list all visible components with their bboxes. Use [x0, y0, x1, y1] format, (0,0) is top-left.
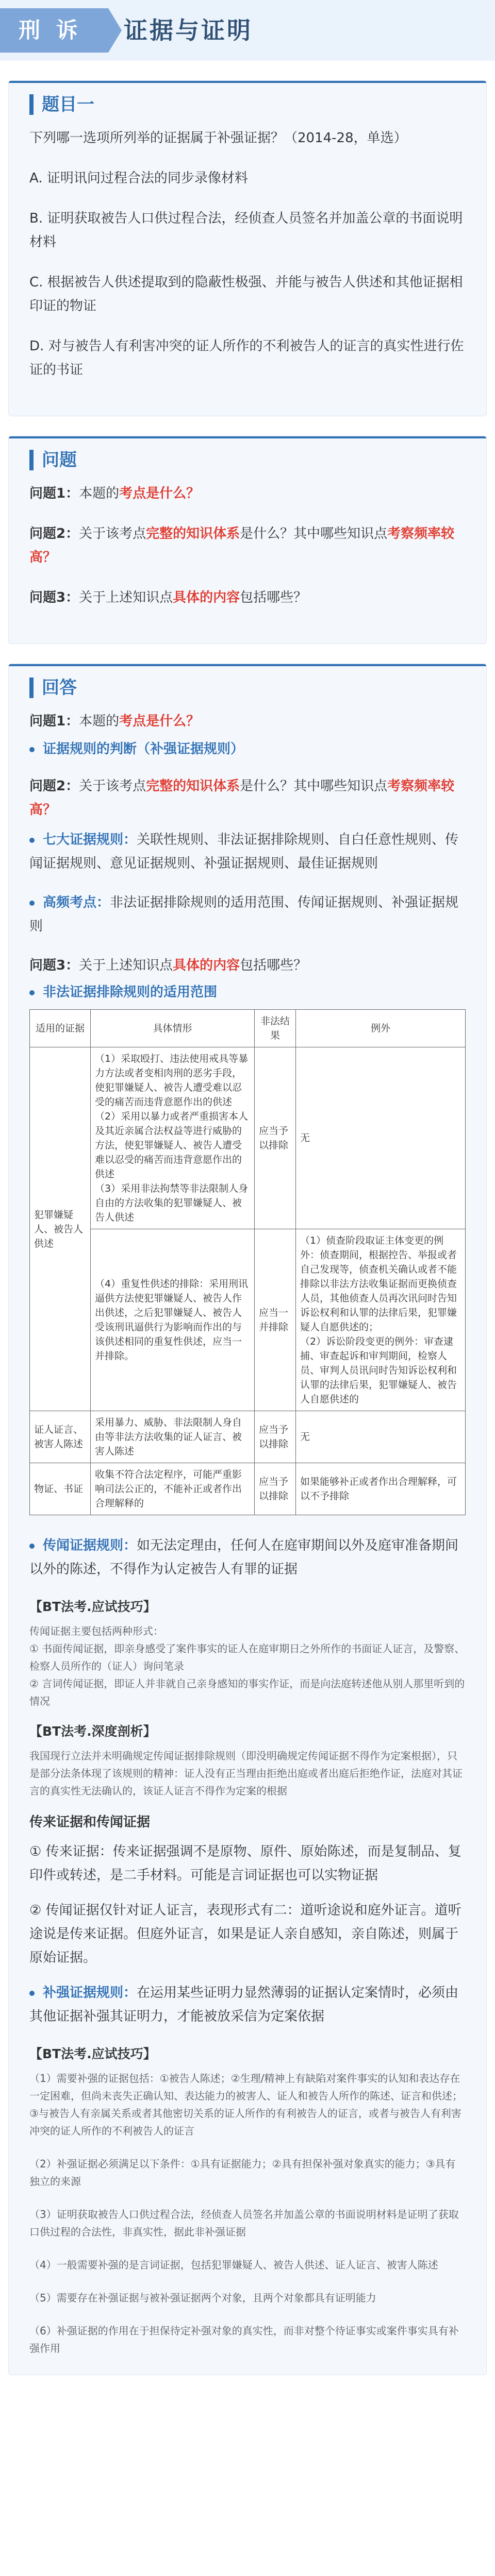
table-cell-exception: 无	[296, 1047, 466, 1229]
hearsay-analysis-body: 我国现行立法并未明确规定传闻证据排除规则（即没明确规定传闻证据不得作为定案根据），只是部分法条体现了该规则的精神：证人没有正当理由拒绝出庭或者出庭后拒绝作证，法庭对其证言的真实性无法确认的，该证人证言不得作为定案的根据	[29, 1750, 463, 1797]
table-cell-detail: （4）重复性供述的排除：采用刑讯逼供方法使犯罪嫌疑人、被告人作出供述，之后犯罪嫌疑人、被告人受该刑讯逼供行为影响而作出的与该供述相同的重复性供述，应当一并排除。	[91, 1229, 255, 1411]
answer-1-bullet-text: 证据规则的判断（补强证据规则）	[43, 741, 244, 757]
question-label: 题目一	[29, 94, 94, 115]
table-cell-exception: 如果能够补正或者作出合理解释，可以不予排除	[296, 1463, 466, 1515]
panel-top-rule	[9, 81, 486, 83]
corroboration-item: （5）需要存在补强证据与被补强证据两个对象，且两个对象都具有证明能力	[29, 2292, 376, 2304]
corroboration-tip-head: 【BT法考.应试技巧】	[29, 2046, 156, 2061]
answer-label: 回答	[29, 677, 77, 698]
table-cell-subject: 证人证言、被害人陈述	[30, 1411, 91, 1463]
issue-3-text-after: 包括哪些？	[240, 590, 307, 605]
issue-3-text: 关于上述知识点	[79, 590, 173, 605]
answer-1-highlight: 考点是什么？	[119, 714, 200, 729]
answer-3-highlight: 具体的内容	[173, 958, 240, 973]
table-cell-result: 应当予以排除	[255, 1411, 296, 1463]
answer-2-highlight: 完整的知识体系	[146, 778, 240, 794]
issue-3-highlight: 具体的内容	[173, 590, 240, 605]
corroboration-item: （4）一般需要补强的是言词证据，包括犯罪嫌疑人、被告人供述、证人证言、被害人陈述	[29, 2259, 438, 2271]
table-row	[30, 1229, 466, 1411]
table-header-row	[30, 1010, 466, 1047]
answer-1-question	[29, 709, 466, 733]
issue-2-highlight: 完整的知识体系	[146, 526, 240, 541]
table-cell-result: 应当予以排除	[255, 1047, 296, 1229]
panel-top-rule	[9, 664, 486, 666]
answer-3-text: 关于上述知识点	[79, 958, 173, 973]
exclusion-rules-table	[29, 1009, 466, 1515]
corroboration-rule	[29, 1981, 466, 2028]
corroboration-item: （1）需要补强的证据包括：①被告人陈述；②生理/精神上有缺陷对案件事实的认知和表达存在一定困难，但尚未丧失正确认知、表达能力的被害人、证人和被告人所作的陈述、证言和供述；③与被告人有亲属关系或者其他密切关系的证人所作的有利被告人的证言，或者与被告人有利害冲突的证人所作的不利被告人的证言	[29, 2072, 463, 2137]
issue-1-prefix: 问题1：	[29, 486, 79, 501]
hearsay-rule	[29, 1534, 466, 1581]
issue-2-text-after: 是什么？其中哪些知识点	[240, 526, 388, 541]
table-cell-detail: （1）采取殴打、违法使用戒具等暴力方法或者变相肉刑的恶劣手段，使犯罪嫌疑人、被告人遭受难以忍受的痛苦而违背意愿作出的供述 （2）采用以暴力或者严重损害本人及其近亲属合法权益等进行威胁的方法，使犯罪嫌疑人、被告人遭受难以忍受的痛苦而违背意愿作出的供述 （3）采用非法拘禁等非法限制人身自由的方法收集的犯罪嫌疑人、被告人供述	[91, 1047, 255, 1229]
table-cell-subject: 物证、书证	[30, 1463, 91, 1515]
issue-1-text: 本题的	[79, 486, 120, 501]
answer-3-bullet-text: 非法证据排除规则的适用范围	[43, 985, 218, 1000]
hearsay-item-2: ② 传闻证据仅针对证人证言，表现形式有二：道听途说和庭外证言。道听途说是传来证据。但庭外证言，如果是证人亲自感知，亲自陈述，则属于原始证据。	[29, 1903, 461, 1965]
issue-1	[29, 482, 466, 505]
table-cell-exception: 无	[296, 1411, 466, 1463]
table-row	[30, 1047, 466, 1229]
table-row	[30, 1411, 466, 1463]
bullet-dot-icon	[29, 1544, 35, 1549]
answer-2-rules	[29, 828, 466, 875]
issue-1-highlight: 考点是什么？	[119, 486, 200, 501]
option-a: A. 证明讯问过程合法的同步录像材料	[29, 171, 248, 186]
answer-1-prefix: 问题1：	[29, 714, 79, 729]
hearsay-subhead: 传来证据和传闻证据	[29, 1815, 151, 1830]
answer-1-bullet	[29, 737, 466, 761]
option-c: C. 根据被告人供述提取到的隐蔽性极强、并能与被告人供述和其他证据相印证的物证	[29, 275, 463, 314]
bullet-dot-icon	[29, 901, 35, 906]
table-cell-result: 应当予以排除	[255, 1463, 296, 1515]
answer-3-prefix: 问题3：	[29, 958, 79, 973]
table-row	[30, 1463, 466, 1515]
table-cell-subject: 犯罪嫌疑人、被告人供述	[30, 1047, 91, 1411]
corroboration-item: （3）证明获取被告人口供过程合法，经侦查人员签名并加盖公章的书面说明材料是证明了获取口供过程的合法性，非真实性，据此非补强证据	[29, 2208, 459, 2238]
bullet-dot-icon	[29, 1991, 35, 1996]
issue-2-prefix: 问题2：	[29, 526, 79, 541]
issue-3	[29, 586, 466, 609]
header-band	[0, 0, 495, 61]
hearsay-tip-head: 【BT法考.应试技巧】	[29, 1599, 156, 1614]
bullet-dot-icon	[29, 747, 35, 752]
hearsay-tip-body: 传闻证据主要包括两种形式： ① 书面传闻证据，即亲身感受了案件事实的证人在庭审期日之外所作的书面证人证言，及警察、检察人员所作的（证人）询问笔录 ② 言词传闻证据，即证人并非就自己亲身感知的事实作证，而是向法庭转述他从别人那里听到的情况	[29, 1625, 465, 1707]
answer-2-rules-text: 关联性规则、非法证据排除规则、自白任意性规则、传闻证据规则、意见证据规则、补强证据规则、最佳证据规则	[29, 832, 459, 871]
issue-2-highlight-2: 考察频率较高？	[29, 526, 455, 565]
corroboration-item: （6）补强证据的作用在于担保待定补强对象的真实性，而非对整个待证事实或案件事实具有补强作用	[29, 2325, 459, 2354]
answer-2-focus	[29, 891, 466, 938]
table-header-cell: 例外	[296, 1010, 466, 1047]
hearsay-analysis-head: 【BT法考.深度剖析】	[29, 1724, 156, 1739]
answer-2-rules-lead: 七大证据规则：	[43, 832, 137, 848]
table-cell-exception: （1）侦查阶段取证主体变更的例外：侦查期间，根据控告、举报或者自己发现等，侦查机关确认或者不能排除以非法方法收集证据而更换侦查人员，其他侦查人员再次讯问时告知诉讼权利和认罪的法律后果，犯罪嫌疑人自愿供述的； （2）诉讼阶段变更的例外：审查逮捕、审查起诉和审判期间，检察人员、审判人员讯问时告知诉讼权利和认罪的法律后果，犯罪嫌疑人、被告人自愿供述的	[296, 1229, 466, 1411]
answer-2-text: 关于该考点	[79, 778, 146, 794]
answer-panel	[8, 664, 487, 2375]
option-d: D. 对与被告人有利害冲突的证人所作的不利被告人的证言的真实性进行佐证的书证	[29, 338, 464, 378]
issue-2	[29, 522, 466, 569]
corroboration-lead: 补强证据规则：	[43, 1985, 137, 2001]
answer-2-focus-text: 非法证据排除规则的适用范围、传闻证据规则、补强证据规则	[29, 895, 459, 934]
issues-label: 问题	[29, 450, 77, 470]
answer-1-text: 本题的	[79, 714, 120, 729]
table-cell-detail: 采用暴力、威胁、非法限制人身自由等非法方法收集的证人证言、被害人陈述	[91, 1411, 255, 1463]
answer-3-text-after: 包括哪些？	[240, 958, 307, 973]
header-tab: 刑 诉	[0, 8, 108, 53]
answer-3-bullet	[29, 980, 466, 1004]
page-title: 证据与证明	[124, 16, 253, 44]
issue-2-text: 关于该考点	[79, 526, 146, 541]
issue-3-prefix: 问题3：	[29, 590, 79, 605]
question-stem: 下列哪一选项所列举的证据属于补强证据？（2014-28，单选）	[29, 130, 407, 146]
table-header-cell: 适用的证据	[30, 1010, 91, 1047]
answer-3-question	[29, 954, 466, 977]
table-cell-result: 应当一并排除	[255, 1229, 296, 1411]
hearsay-item-1: ① 传来证据：传来证据强调不是原物、原件、原始陈述，而是复制品、复印件或转述，是二手材料。可能是言词证据也可以实物证据	[29, 1844, 461, 1883]
panel-top-rule	[9, 436, 486, 438]
corroboration-item: （2）补强证据必须满足以下条件：①具有证据能力；②具有担保补强对象真实的能力；③具有独立的来源	[29, 2158, 456, 2188]
answer-2-prefix: 问题2：	[29, 778, 79, 794]
issues-panel	[8, 436, 487, 644]
question-panel	[8, 80, 487, 416]
bullet-dot-icon	[29, 990, 35, 995]
answer-2-text-after: 是什么？其中哪些知识点	[240, 778, 388, 794]
table-header-cell: 具体情形	[91, 1010, 255, 1047]
table-cell-detail: 收集不符合法定程序，可能严重影响司法公正的，不能补正或者作出合理解释的	[91, 1463, 255, 1515]
bullet-dot-icon	[29, 838, 35, 843]
hearsay-lead: 传闻证据规则：	[43, 1538, 137, 1553]
option-b: B. 证明获取被告人口供过程合法，经侦查人员签名并加盖公章的书面说明材料	[29, 211, 463, 250]
answer-2-highlight-2: 考察频率较高？	[29, 778, 455, 818]
answer-2-question	[29, 774, 466, 822]
corroboration-text: 在运用某些证明力显然薄弱的证据认定案情时，必须由其他证据补强其证明力，才能被放采信为定案依据	[29, 1985, 459, 2024]
answer-2-focus-lead: 高频考点：	[43, 895, 110, 910]
table-header-cell: 非法结果	[255, 1010, 296, 1047]
hearsay-text: 如无法定理由，任何人在庭审期间以外及庭审准备期间以外的陈述，不得作为认定被告人有罪的证据	[29, 1538, 459, 1577]
